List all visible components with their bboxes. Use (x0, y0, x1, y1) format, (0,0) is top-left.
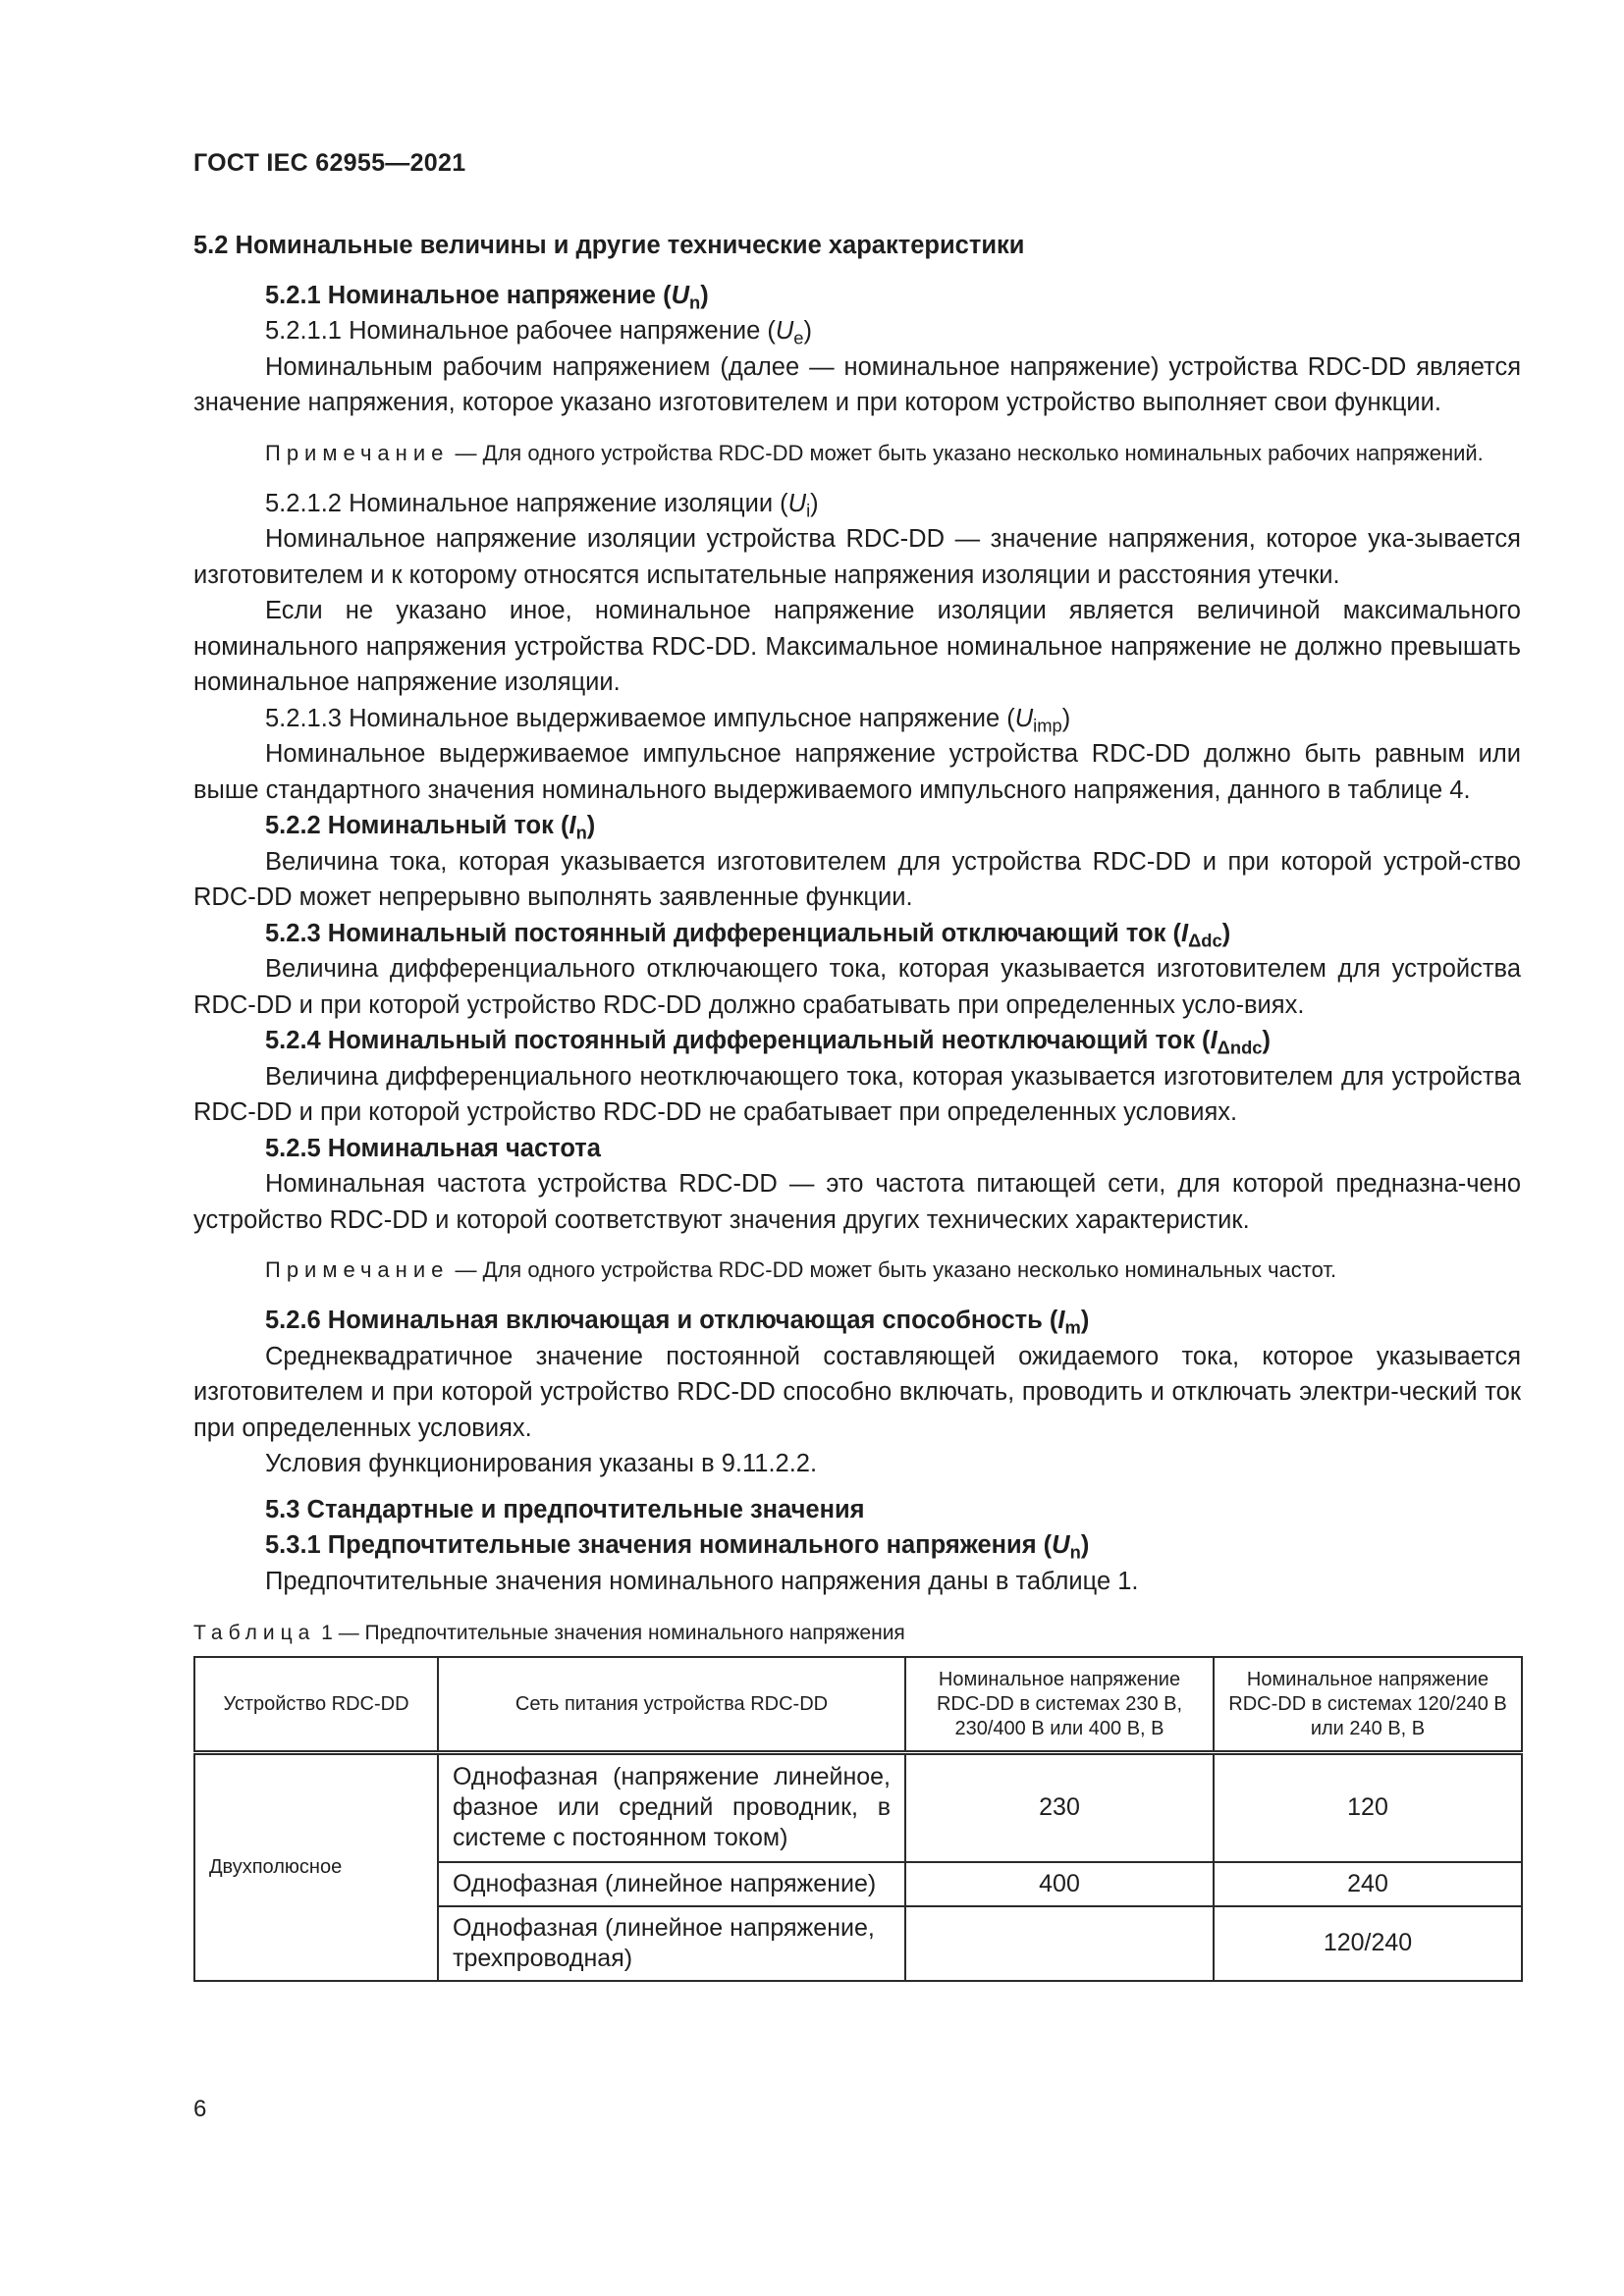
table-1 (193, 1656, 1523, 1982)
section-5-2-heading: 5.2 Номинальные величины и другие технические характеристики (193, 232, 1025, 259)
section-5-2-3-text: Величина дифференциального отключающего тока, которая указывается изготовителем для устройства RDC-DD и при которой устройство RDC-DD должно срабатывать при определенных усло-виях. (193, 955, 1521, 1019)
section-5-2-4-text: Величина дифференциального неотключающего тока, которая указывается изготовителем для устройства RDC-DD и при которой устройство RDC-DD не срабатывает при определенных условиях. (193, 1062, 1521, 1126)
table-1-caption: Таблица 1 — Предпочтительные значения номинального напряжения (193, 1622, 905, 1644)
section-5-2-6-text-2: Условия функционирования указаны в 9.11.2.2. (265, 1450, 818, 1477)
section-5-2-1-1-text: Номинальным рабочим напряжением (далее — номинальное напряжение) устройства RDC-DD является значение напряжения, которое указано изготовителем и при котором устройство выполняет свои функции. (193, 352, 1521, 416)
section-5-2-1-1-heading: 5.2.1.1 Номинальное рабочее напряжение $(U_e)$ (265, 317, 812, 348)
header-network: Сеть питания устройства RDC-DD (438, 1657, 905, 1753)
section-5-2-6-heading: 5.2.6 Номинальная включающая и отключающая способность $(I_m)$ (265, 1307, 1090, 1338)
document-body (193, 222, 1521, 1982)
header-device: Устройство RDC-DD (194, 1657, 438, 1753)
section-5-2-6-text-1: Среднеквадратичное значение постоянной составляющей ожидаемого тока, которое указывается изготовителем и при которой устройство RDC-DD способно включать, проводить и отключать электри-ческий ток при определенных условиях. (193, 1342, 1521, 1442)
section-5-2-1-2-text-1: Номинальное напряжение изоляции устройства RDC-DD — значение напряжения, которое ука-зывается изготовителем и к которому относятся испытательные напряжения изоляции и расстояния утечки. (193, 525, 1521, 589)
voltage-230-cell: 400 (905, 1862, 1214, 1906)
voltage-120-cell: 120/240 (1214, 1906, 1522, 1981)
section-5-2-2-text: Величина тока, которая указывается изготовителем для устройства RDC-DD и при которой устрой-ство RDC-DD может непрерывно выполнять заявленные функции. (193, 847, 1521, 911)
section-5-2-3-heading: 5.2.3 Номинальный постоянный дифференциальный отключающий ток $(I_{\Delta dc})$ (265, 919, 1231, 950)
table-row (194, 1753, 1522, 1862)
header-voltage-230: Номинальное напряжение RDC-DD в системах 230 В, 230/400 В или 400 В, В (905, 1657, 1214, 1753)
section-5-2-1-2-heading: 5.2.1.2 Номинальное напряжение изоляции $(U_i)$ (265, 489, 819, 520)
voltage-230-cell (905, 1906, 1214, 1981)
table-header-row (194, 1657, 1522, 1753)
network-cell: Однофазная (напряжение линейное, фазное или средний проводник, в системе с постоянном током) (438, 1753, 905, 1862)
section-5-2-1-heading: 5.2.1 Номинальное напряжение $(U_n)$ (265, 281, 709, 312)
section-5-2-1-3-text: Номинальное выдерживаемое импульсное напряжение устройства RDC-DD должно быть равным или выше стандартного значения номинального выдерживаемого импульсного напряжения, данного в таблице 4. (193, 740, 1521, 804)
device-cell: Двухполюсное (194, 1753, 438, 1981)
network-cell: Однофазная (линейное напряжение, трехпроводная) (438, 1906, 905, 1981)
voltage-230-cell: 230 (905, 1753, 1214, 1862)
section-5-2-1-2-text-2: Если не указано иное, номинальное напряжение изоляции является величиной максимального номинального напряжения устройства RDC-DD. Максимальное номинальное напряжение не должно превышать номинальное напряжение изоляции. (193, 597, 1521, 696)
section-5-2-4-heading: 5.2.4 Номинальный постоянный дифференциальный неотключающий ток $(I_{\Delta ndc})$ (265, 1027, 1271, 1058)
section-5-3-heading: 5.3 Стандартные и предпочтительные значения (265, 1495, 865, 1523)
voltage-120-cell: 240 (1214, 1862, 1522, 1906)
note-5-2-1-1: Примечание — Для одного устройства RDC-DD может быть указано несколько номинальных рабочих напряжений. (265, 440, 1484, 465)
network-cell: Однофазная (линейное напряжение) (438, 1862, 905, 1906)
section-5-3-1-text: Предпочтительные значения номинального напряжения даны в таблице 1. (265, 1567, 1139, 1595)
section-5-2-1-3-heading: 5.2.1.3 Номинальное выдерживаемое импульсное напряжение $(U_{imp})$ (265, 704, 1071, 735)
voltage-120-cell: 120 (1214, 1753, 1522, 1862)
section-5-2-2-heading: 5.2.2 Номинальный ток $(I_n)$ (265, 812, 596, 843)
section-5-3-1-heading: 5.3.1 Предпочтительные значения номинального напряжения $(U_n)$ (265, 1531, 1090, 1563)
document-code-header: ГОСТ IEC 62955—2021 (193, 149, 466, 177)
section-5-2-5-heading: 5.2.5 Номинальная частота (265, 1134, 601, 1162)
header-voltage-120: Номинальное напряжение RDC-DD в системах 120/240 В или 240 В, В (1214, 1657, 1522, 1753)
note-5-2-5: Примечание — Для одного устройства RDC-DD может быть указано несколько номинальных частот. (265, 1257, 1337, 1282)
page-number: 6 (193, 2096, 207, 2122)
section-5-2-5-text: Номинальная частота устройства RDC-DD — это частота питающей сети, для которой предназна-чено устройство RDC-DD и которой соответствуют значения других технических характеристик. (193, 1170, 1521, 1234)
